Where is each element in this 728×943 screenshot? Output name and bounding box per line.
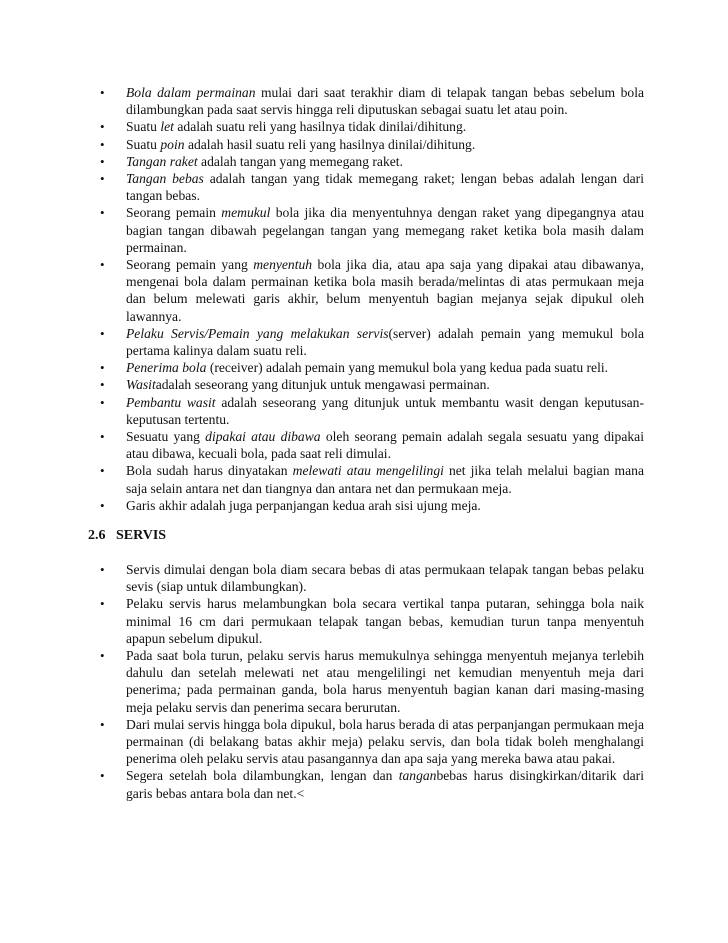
italic-term: Pelaku Servis/Pemain yang melakukan servis: [126, 325, 389, 341]
text-segment: net jika telah melalui bagian mana saja selain antara net dan tiangnya dan antara net dan permukaan meja.: [126, 463, 644, 496]
italic-term: let: [160, 119, 174, 135]
list-item: [96, 359, 644, 376]
italic-term: ;: [176, 682, 182, 698]
text-segment: Pada saat bola turun, pelaku servis harus memukulnya sehingga menyentuh mejanya terlebih dahulu dan setelah melewati net atau mengelilingi net kemudian menyentuh meja dari penerima: [126, 648, 644, 698]
list-item: [96, 118, 644, 135]
list-item: [96, 561, 644, 595]
list-item: [96, 497, 644, 514]
italic-term: tangan: [398, 768, 437, 784]
text-segment: Servis dimulai dengan bola diam secara bebas di atas permukaan telapak tangan bebas pelaku sevis (siap untuk dilambungkan).: [126, 562, 644, 595]
text-segment: adalah suatu reli yang hasilnya tidak dinilai/dihitung.: [173, 119, 467, 135]
italic-term: menyentuh: [253, 257, 313, 273]
list-item: [96, 376, 644, 393]
list-item: [96, 204, 644, 256]
bullet-icon: •: [100, 205, 105, 221]
text-segment: oleh seorang pemain adalah segala sesuatu yang dipakai atau dibawa, kecuali bola, pada saat reli dimulai.: [126, 429, 644, 462]
bullet-icon: •: [100, 394, 105, 410]
text-segment: (receiver) adalah pemain yang memukul bola yang kedua pada suatu reli.: [206, 360, 609, 376]
text-segment: bebas harus disingkirkan/ditarik dari garis bebas antara bola dan net.<: [126, 768, 644, 801]
bullet-icon: •: [100, 596, 105, 612]
bullet-icon: •: [100, 429, 105, 445]
text-segment: bola jika dia menyentuhnya dengan raket yang dipegangnya atau bagian tangan dibawah pegelangan tangan yang memegang raket ketika bola masih dalam permainan.: [126, 205, 645, 255]
text-segment: Segera setelah bola dilambungkan, lengan dan: [126, 768, 399, 784]
list-item: [96, 647, 644, 716]
list-item: [96, 84, 644, 118]
list-item: [96, 256, 644, 325]
list-item: [96, 595, 644, 647]
text-segment: Sesuatu yang: [126, 429, 206, 445]
text-segment: Seorang pemain yang: [126, 257, 254, 273]
bullet-icon: •: [100, 716, 105, 732]
italic-term: dipakai atau dibawa: [205, 429, 321, 445]
bullet-icon: •: [100, 463, 105, 479]
list-item: [96, 153, 644, 170]
text-segment: Suatu: [126, 136, 161, 152]
text-segment: adalah seseorang yang ditunjuk untuk mengawasi permainan.: [155, 377, 490, 393]
text-segment: Seorang pemain: [126, 205, 222, 221]
list-item: [96, 767, 644, 801]
list-item: [96, 136, 644, 153]
bullet-icon: •: [100, 377, 105, 393]
italic-term: poin: [160, 136, 185, 152]
italic-term: Tangan raket: [126, 153, 198, 169]
text-segment: adalah tangan yang memegang raket.: [197, 153, 403, 169]
text-segment: Dari mulai servis hingga bola dipukul, bola harus berada di atas perpanjangan permukaan meja permainan (di belakang batas akhir meja) pelaku servis, dan bola tidak boleh menghalangi penerima oleh pelaku servis atau pasangannya dan apa saja yang mereka bawa atau pakai.: [126, 716, 644, 767]
italic-term: Pembantu wasit: [126, 394, 216, 410]
italic-term: memukul: [221, 205, 271, 221]
bullet-icon: •: [100, 562, 105, 577]
section-heading: 2.6 SERVIS: [88, 528, 167, 543]
text-segment: adalah tangan yang tidak memegang raket; lengan bebas adalah lengan dari tangan bebas.: [126, 171, 644, 204]
bullet-icon: •: [100, 171, 105, 187]
text-segment: Pelaku servis harus melambungkan bola secara vertikal tanpa putaran, sehingga bola naik minimal 16 cm dari permukaan telapak tangan bebas, kemudian turun tanpa menyentuh apapun sebelum dipukul.: [126, 596, 644, 646]
text-segment: adalah seseorang yang ditunjuk untuk membantu wasit dengan keputusan-keputusan tertentu.: [126, 394, 644, 427]
italic-term: Tangan bebas: [126, 171, 204, 187]
italic-term: Bola dalam permainan: [126, 85, 261, 100]
bullet-icon: •: [100, 768, 105, 784]
bullet-icon: •: [100, 257, 105, 273]
list-item: [96, 462, 644, 496]
bullet-icon: •: [100, 325, 105, 341]
text-segment: Garis akhir adalah juga perpanjangan kedua arah sisi ujung meja.: [126, 497, 481, 513]
text-segment: Bola sudah harus dinyatakan: [126, 463, 293, 479]
text-segment: adalah hasil suatu reli yang hasilnya dinilai/dihitung.: [184, 136, 476, 152]
list-item: [96, 716, 644, 768]
bullet-icon: •: [100, 136, 105, 152]
bullet-icon: •: [100, 360, 105, 376]
list-item: [96, 394, 644, 428]
bullet-icon: •: [100, 648, 105, 664]
bullet-icon: •: [100, 85, 105, 100]
definitions-list: [96, 84, 644, 514]
servis-rules-list: [96, 561, 644, 802]
text-segment: bola jika dia, atau apa saja yang dipakai atau dibawanya, mengenai bola dalam permainan ketika bola masih berada/melintas di atas permukaan meja dan belum melewati garis akhir, belum menyentuh bagian mejanya sejak dipukul oleh lawannya.: [126, 257, 644, 324]
italic-term: Wasit: [126, 377, 156, 393]
text-segment: (server) adalah pemain yang memukul bola pertama kalinya dalam suatu reli.: [126, 325, 644, 359]
text-segment: Suatu: [126, 119, 161, 135]
list-item: [96, 170, 644, 204]
italic-term: Penerima bola: [126, 360, 207, 376]
bullet-icon: •: [100, 497, 105, 513]
bullet-icon: •: [100, 119, 105, 135]
bullet-icon: •: [100, 153, 105, 169]
text-segment: pada permainan ganda, bola harus menyentuh bagian kanan dari masing-masing meja pelaku servis dan penerima secara berurutan.: [126, 682, 644, 715]
list-item: [96, 325, 644, 359]
list-item: [96, 428, 644, 462]
text-segment: mulai dari saat terakhir diam di telapak tangan bebas sebelum bola dilambungkan pada saat servis hingga reli diputuskan sebagai suatu let atau poin.: [126, 85, 645, 118]
italic-term: melewati atau mengelilingi: [292, 463, 444, 479]
